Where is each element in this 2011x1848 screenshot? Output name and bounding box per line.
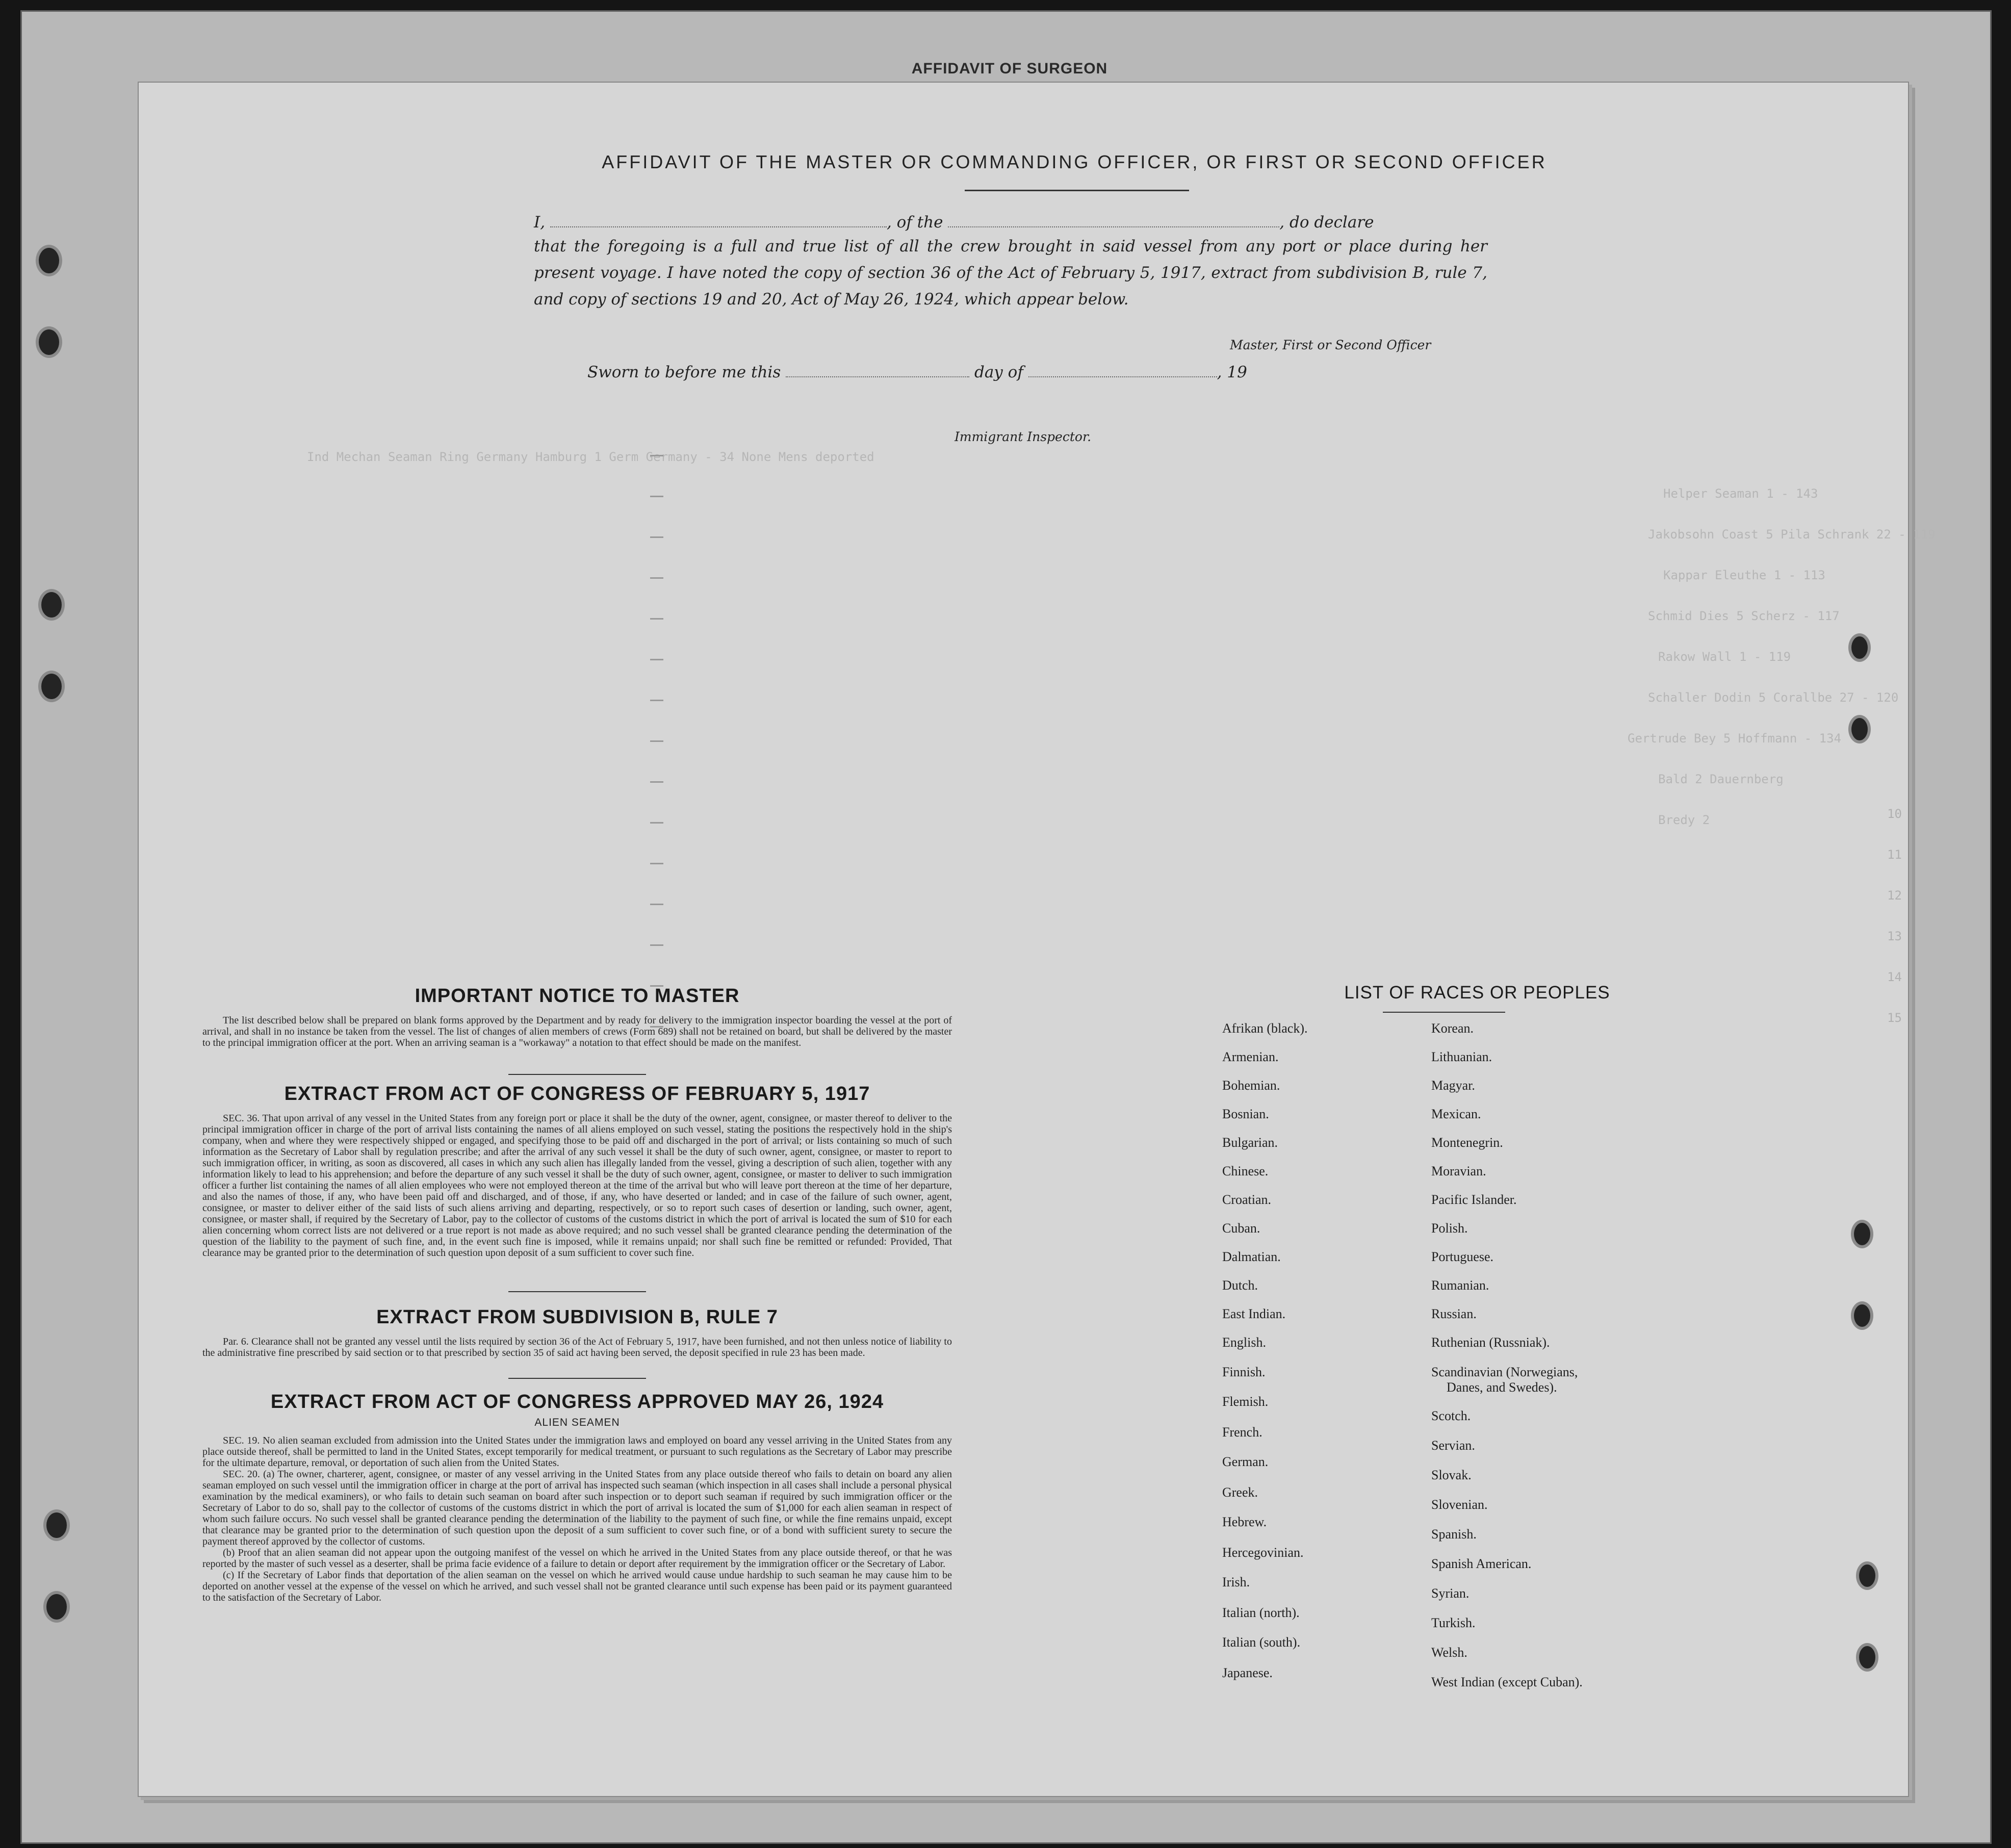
race-item: Turkish. <box>1431 1615 1476 1630</box>
bleedthrough-dash <box>650 781 663 783</box>
bleedthrough-dash <box>650 863 663 864</box>
binder-hole-icon <box>36 245 62 276</box>
bleedthrough-dash <box>650 577 663 579</box>
race-item: Slovak. <box>1431 1468 1472 1482</box>
extract-1924-text <box>202 1435 952 1675</box>
race-item: German. <box>1222 1454 1269 1469</box>
bleedthrough-row: Bald 2 Dauernberg <box>1658 772 1784 786</box>
race-item: Spanish American. <box>1431 1556 1532 1571</box>
race-item: Japanese. <box>1222 1665 1273 1680</box>
race-item: Finnish. <box>1222 1365 1266 1379</box>
bleedthrough-row-number: 12 <box>1887 888 1902 903</box>
binder-hole-icon <box>43 1591 70 1623</box>
bleedthrough-row: Gertrude Bey 5 Hoffmann - 134 <box>1628 731 1842 746</box>
race-item: Magyar. <box>1431 1078 1475 1093</box>
race-item: Armenian. <box>1222 1049 1279 1064</box>
section-divider <box>508 1074 646 1075</box>
sworn-label: Sworn to before me this <box>587 363 781 381</box>
alien-seamen-subheading: ALIEN SEAMEN <box>534 1417 620 1428</box>
of-the-label: , of the <box>886 213 943 232</box>
bleedthrough-row-number: 15 <box>1887 1011 1902 1025</box>
race-item: Syrian. <box>1431 1586 1469 1601</box>
signature-caption: Master, First or Second Officer <box>1230 338 1431 352</box>
race-item: Welsh. <box>1431 1645 1467 1660</box>
binder-hole-icon <box>38 671 65 702</box>
bleedthrough-row: Bredy 2 <box>1658 813 1710 827</box>
punch-hole-icon <box>1856 1561 1878 1590</box>
bleedthrough-row-number: 13 <box>1887 929 1902 943</box>
bleedthrough-row: Ind Mechan Seaman Ring Germany Hamburg 1 Germ Germany - 34 None Mens deported <box>307 450 874 464</box>
back-form-label: AFFIDAVIT OF SURGEON <box>911 60 1108 77</box>
race-item: Servian. <box>1431 1438 1475 1453</box>
section-20c-paragraph: (c) If the Secretary of Labor finds that deportation of the alien seaman on the vessel on which he arrived would cause undue hardship to such seaman he may cause him to be deported on another vessel at the expense of the vessel on which he arrived, and such vessel shall not be granted clearance until such expense has been paid or its payment guaranteed to the satisfaction of the Secretary of Labor. <box>202 1570 952 1603</box>
vessel-name-field[interactable] <box>948 226 1279 227</box>
race-item: Montenegrin. <box>1431 1135 1503 1150</box>
race-item: Pacific Islander. <box>1431 1192 1517 1207</box>
section-divider <box>508 1291 646 1292</box>
section-20a-paragraph: SEC. 20. (a) The owner, charterer, agent, consignee, or master of any vessel arriving in the United States from any place outside thereof who fails to detain on board any alien seaman employed on such vessel until the immigration officer in charge at the port of arrival has inspected such seaman (which inspection in all cases shall include a personal physical examination by the medical examiners), or who fails to detain such seaman on board after such inspection or to deport such seaman if required by such immigration officer or the Secretary of Labor to do so, shall pay to the collector of customs of the customs district in which the port of arrival is located the sum of $1,000 for each alien seaman in respect of whom such failure occurs. No such vessel shall be granted clearance pending the determination of the liability to the payment of such fine, or while the fine remains unpaid, except that clearance may be granted prior to the determination of such question upon the deposit of a sum sufficient to cover such fine, or of a bond with sufficient surety to secure the payment thereof approved by the collector of customs. <box>202 1469 952 1547</box>
race-item: West Indian (except Cuban). <box>1431 1675 1583 1689</box>
extract-1917-text <box>202 1113 952 1282</box>
extract-1924-heading: EXTRACT FROM ACT OF CONGRESS APPROVED MAY 26, 1924 <box>270 1391 884 1413</box>
race-item: Russian. <box>1431 1306 1477 1321</box>
race-item: Bosnian. <box>1222 1107 1269 1121</box>
race-item: Hercegovinian. <box>1222 1545 1304 1560</box>
section-20b-paragraph: (b) Proof that an alien seaman did not appear upon the outgoing manifest of the vessel on which he arrived in the United States from any place outside thereof, or that he was reported by the master of such vessel as a deserter, shall be prima facie evidence of a failure to detain or deport after requirement by the immigration officer or the Secretary of Labor. <box>202 1547 952 1570</box>
extract-1917-heading: EXTRACT FROM ACT OF CONGRESS OF FEBRUARY 5, 1917 <box>284 1083 870 1105</box>
race-item: Scotch. <box>1431 1408 1471 1423</box>
day-of-label: day of <box>974 363 1023 381</box>
race-item: Chinese. <box>1222 1164 1269 1178</box>
race-item-continuation: Danes, and Swedes). <box>1447 1380 1557 1395</box>
race-item: Lithuanian. <box>1431 1049 1492 1064</box>
race-item: Moravian. <box>1431 1164 1486 1178</box>
race-item: Bulgarian. <box>1222 1135 1278 1150</box>
bleedthrough-dash <box>650 455 663 456</box>
bleedthrough-dash <box>650 659 663 660</box>
bleedthrough-row: Schmid Dies 5 Scherz - 117 <box>1648 609 1840 623</box>
binder-hole-icon <box>36 326 62 358</box>
race-item-line: Scandinavian (Norwegians, <box>1431 1365 1578 1379</box>
bleedthrough-dash <box>650 822 663 824</box>
bleedthrough-dash <box>650 904 663 905</box>
binder-hole-icon <box>38 589 65 621</box>
race-item: Cuban. <box>1222 1221 1260 1236</box>
race-item: Hebrew. <box>1222 1515 1267 1529</box>
affidavit-title: AFFIDAVIT OF THE MASTER OR COMMANDING OFFICER, OR FIRST OR SECOND OFFICER <box>602 151 1547 172</box>
race-item: Mexican. <box>1431 1107 1481 1121</box>
bleedthrough-row: Helper Seaman 1 - 143 <box>1663 486 1818 501</box>
races-heading: LIST OF RACES OR PEOPLES <box>1344 983 1610 1003</box>
race-item: Polish. <box>1431 1221 1468 1236</box>
bleedthrough-row-number: 10 <box>1887 807 1902 821</box>
race-item: Ruthenian (Russniak). <box>1431 1335 1550 1350</box>
punch-hole-icon <box>1848 633 1871 662</box>
section-36-paragraph: SEC. 36. That upon arrival of any vessel in the United States from any foreign port or place it shall be the duty of the owner, agent, consignee, or master thereof to deliver to the principal immigration officer in charge of the port of arrival lists containing the names of all aliens employed on such vessel, stating the positions the respectively hold in the ship's company, when and where they were respectively shipped or engaged, and specifying those to be paid off and discharged in the port of arrival; or lists containing so much of such information as the Secretary of Labor shall by regulation prescribe; and after the arrival of any such vessel it shall be the duty of such owner, agent, consignee, or master to report to such immigration officer, in writing, as soon as discovered, all cases in which any such alien has illegally landed from the vessel, giving a description of such alien, together with any information likely to lead to his apprehension; and before the departure of any such vessel it shall be the duty of such owner, agent, consignee, or master to deliver to such immigration officer a further list containing the names of all alien employees who were not employed thereon at the time of the arrival but who will leave port thereon at the time of her departure, and also the names of those, if any, who have been paid off and discharged, and of those, if any, who have deserted or landed; and in case of the failure of such owner, agent, consignee, or master to deliver either of the said lists of such aliens arriving and departing, respectively, or so to report such cases of desertion or landing, such owner, agent, consignee, or master shall, if required by the Secretary of Labor, pay to the collector of customs of the customs district in which the port of arrival is located the sum of $10 for each alien concerning whom correct lists are not delivered or a true report is not made as above required; and no such vessel shall be granted clearance pending the determination of the question of the liability to the payment of such fine, and, in the event such fine is imposed, while it remains unpaid; nor shall such fine be remitted or refunded: Provided, That clearance may be granted prior to the determination of such question upon deposit of a sum sufficient to cover such fine. <box>202 1113 952 1259</box>
race-item: Slovenian. <box>1431 1497 1488 1512</box>
race-item: Irish. <box>1222 1575 1250 1589</box>
punch-hole-icon <box>1851 1301 1873 1330</box>
race-item: French. <box>1222 1425 1262 1440</box>
bleedthrough-dash <box>650 618 663 620</box>
section-divider <box>508 1378 646 1379</box>
bleedthrough-dash <box>650 740 663 742</box>
bleedthrough-row: Schaller Dodin 5 Corallbe 27 - 120 <box>1648 690 1899 705</box>
notice-heading: IMPORTANT NOTICE TO MASTER <box>415 985 740 1007</box>
punch-hole-icon <box>1851 1220 1873 1248</box>
bleedthrough-dash <box>650 496 663 497</box>
race-item: Bohemian. <box>1222 1078 1280 1093</box>
sworn-day-field[interactable] <box>786 376 969 377</box>
race-item: Portuguese. <box>1431 1249 1494 1264</box>
race-item: Italian (north). <box>1222 1605 1300 1620</box>
race-item: Spanish. <box>1431 1527 1477 1542</box>
punch-hole-icon <box>1856 1643 1878 1672</box>
sworn-line <box>587 363 1247 381</box>
declarant-line <box>534 213 1374 232</box>
bleedthrough-row: Rakow Wall 1 - 119 <box>1658 650 1791 664</box>
bleedthrough-dash <box>650 944 663 946</box>
bleedthrough-dash <box>650 700 663 701</box>
sworn-month-field[interactable] <box>1028 376 1217 377</box>
bleedthrough-row: Jakobsohn Coast 5 Pila Schrank 22 - 119 <box>1648 527 1936 542</box>
races-divider <box>1383 1012 1505 1013</box>
race-item: Croatian. <box>1222 1192 1272 1207</box>
race-item: Greek. <box>1222 1485 1258 1500</box>
race-item: Italian (south). <box>1222 1635 1301 1650</box>
race-item: East Indian. <box>1222 1306 1286 1321</box>
year-label: , 19 <box>1217 363 1247 381</box>
section-19-paragraph: SEC. 19. No alien seaman excluded from admission into the United States under the immigration laws and employed on board any vessel arriving in the United States from any place outside thereof, shall be permitted to land in the United States, except temporarily for medical treatment, or pursuant to such regulations as the Secretary of Labor may prescribe for the ultimate departure, removal, or deportation of such alien from the United States. <box>202 1435 952 1469</box>
bleedthrough-row-number: 14 <box>1887 970 1902 984</box>
title-rule <box>965 190 1189 191</box>
race-item: Flemish. <box>1222 1394 1269 1409</box>
rule7-text <box>202 1336 952 1370</box>
race-item: Afrikan (black). <box>1222 1021 1308 1036</box>
rule7-paragraph: Par. 6. Clearance shall not be granted any vessel until the lists required by section 36 of the Act of February 5, 1917, have been furnished, and not then unless notice of liability to the administrative fine prescribed by said section or to that prescribed by section 35 of said act having been served, the deposit specified in rule 23 has been made. <box>202 1336 952 1358</box>
notice-paragraph: The list described below shall be prepared on blank forms approved by the Department and by ready for delivery to the immigration inspector boarding the vessel at the port of arrival, and shall in no instance be taken from the vessel. The list of changes of alien members of crews (Form 689) shall not be retained on board, but shall be delivered by the master to the principal immigration officer at the port. When an arriving seaman is a "workaway" a notation to that effect should be made on the manifest. <box>202 1015 952 1048</box>
race-item: Rumanian. <box>1431 1278 1489 1293</box>
bleedthrough-dash <box>650 536 663 538</box>
i-label: I, <box>534 213 546 232</box>
rule7-heading: EXTRACT FROM SUBDIVISION B, RULE 7 <box>376 1306 778 1328</box>
race-item: Dalmatian. <box>1222 1249 1281 1264</box>
affidavit-page <box>138 82 1936 1797</box>
punch-hole-icon <box>1848 715 1871 743</box>
race-item: Dutch. <box>1222 1278 1258 1293</box>
declarant-name-field[interactable] <box>550 226 887 227</box>
inspector-caption: Immigrant Inspector. <box>955 429 1092 444</box>
race-item: English. <box>1222 1335 1266 1350</box>
bleedthrough-row-number: 11 <box>1887 848 1902 862</box>
race-item-multiline <box>1431 1365 1578 1395</box>
bleedthrough-row: Kappar Eleuthe 1 - 113 <box>1663 568 1825 582</box>
binder-hole-icon <box>43 1509 70 1541</box>
race-item: Korean. <box>1431 1021 1474 1036</box>
declaration-text: that the foregoing is a full and true list of all the crew brought in said vessel from any port or place during her present voyage. I have noted the copy of section 36 of the Act of February 5, 1917, extract from subdivision B, rule 7, and copy of sections 19 and 20, Act of May 26, 1924, which appear below. <box>534 237 1487 309</box>
do-declare-label: , do declare <box>1279 213 1374 232</box>
notice-text <box>202 1015 952 1061</box>
